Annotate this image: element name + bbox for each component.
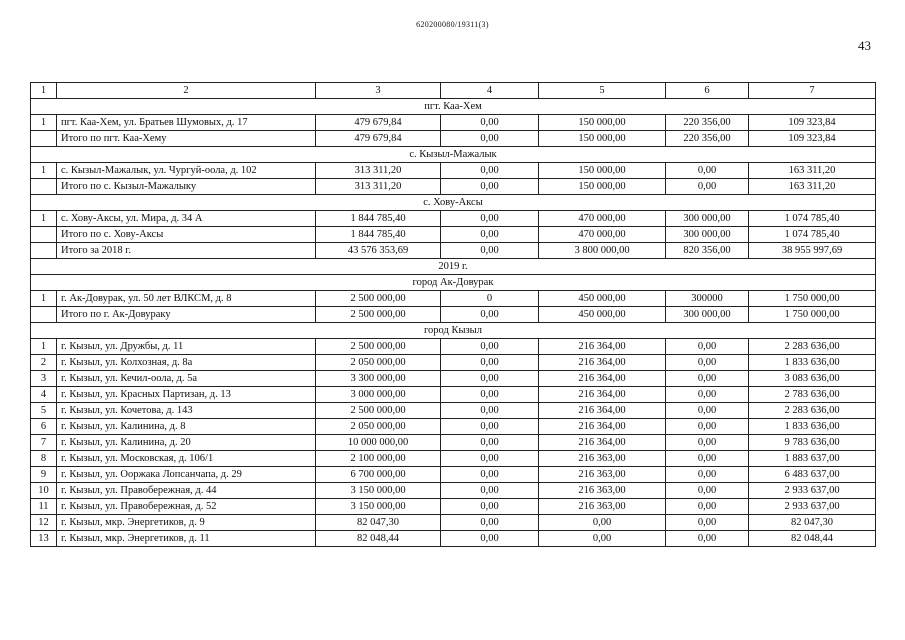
section-row [31, 323, 876, 339]
row-number-cell: 2 [31, 355, 57, 371]
amount-cell: 216 364,00 [539, 435, 666, 451]
address-cell: г. Кызыл, ул. Колхозная, д. 8а [57, 355, 316, 371]
amount-cell: 1 750 000,00 [749, 291, 876, 307]
amount-cell: 0,00 [666, 451, 749, 467]
address-cell: г. Кызыл, ул. Калинина, д. 20 [57, 435, 316, 451]
amount-cell: 216 364,00 [539, 419, 666, 435]
row-number-cell: 9 [31, 467, 57, 483]
table-row [31, 403, 876, 419]
section-title: с. Кызыл-Мажалык [31, 147, 876, 163]
amount-cell: 0,00 [441, 227, 539, 243]
row-number-cell: 10 [31, 483, 57, 499]
row-number-cell: 8 [31, 451, 57, 467]
amount-cell: 0,00 [666, 403, 749, 419]
column-header: 5 [539, 83, 666, 99]
table-row [31, 515, 876, 531]
amount-cell: 0,00 [441, 371, 539, 387]
amount-cell: 0,00 [441, 131, 539, 147]
table-row [31, 371, 876, 387]
column-header: 3 [316, 83, 441, 99]
address-cell: пгт. Каа-Хем, ул. Братьев Шумовых, д. 17 [57, 115, 316, 131]
column-header: 2 [57, 83, 316, 99]
amount-cell: 0 [441, 291, 539, 307]
amount-cell: 6 483 637,00 [749, 467, 876, 483]
table-row [31, 243, 876, 259]
amount-cell: 0,00 [441, 451, 539, 467]
amount-cell: 313 311,20 [316, 163, 441, 179]
row-number-cell [31, 243, 57, 259]
amount-cell: 216 364,00 [539, 355, 666, 371]
amount-cell: 0,00 [666, 483, 749, 499]
amount-cell: 1 883 637,00 [749, 451, 876, 467]
amount-cell: 0,00 [666, 339, 749, 355]
table-row [31, 419, 876, 435]
address-cell: Итого по с. Хову-Аксы [57, 227, 316, 243]
amount-cell: 1 844 785,40 [316, 211, 441, 227]
column-header: 4 [441, 83, 539, 99]
amount-cell: 3 150 000,00 [316, 483, 441, 499]
amount-cell: 0,00 [666, 387, 749, 403]
address-cell: Итого по с. Кызыл-Мажалыку [57, 179, 316, 195]
amount-cell: 3 150 000,00 [316, 499, 441, 515]
address-cell: г. Кызыл, ул. Правобережная, д. 44 [57, 483, 316, 499]
table-row [31, 387, 876, 403]
amount-cell: 9 783 636,00 [749, 435, 876, 451]
amount-cell: 479 679,84 [316, 115, 441, 131]
amount-cell: 450 000,00 [539, 291, 666, 307]
row-number-cell [31, 307, 57, 323]
amount-cell: 300 000,00 [666, 307, 749, 323]
address-cell: г. Кызыл, ул. Кочетова, д. 143 [57, 403, 316, 419]
amount-cell: 150 000,00 [539, 131, 666, 147]
amount-cell: 82 047,30 [316, 515, 441, 531]
amount-cell: 2 100 000,00 [316, 451, 441, 467]
amount-cell: 0,00 [666, 179, 749, 195]
address-cell: Итого по г. Ак-Довураку [57, 307, 316, 323]
table-row [31, 499, 876, 515]
amount-cell: 10 000 000,00 [316, 435, 441, 451]
data-table [30, 82, 876, 547]
amount-cell: 0,00 [441, 435, 539, 451]
amount-cell: 109 323,84 [749, 131, 876, 147]
section-title: пгт. Каа-Хем [31, 99, 876, 115]
address-cell: г. Ак-Довурак, ул. 50 лет ВЛКСМ, д. 8 [57, 291, 316, 307]
amount-cell: 1 074 785,40 [749, 227, 876, 243]
amount-cell: 0,00 [441, 115, 539, 131]
row-number-cell: 6 [31, 419, 57, 435]
amount-cell: 43 576 353,69 [316, 243, 441, 259]
amount-cell: 0,00 [441, 163, 539, 179]
amount-cell: 220 356,00 [666, 115, 749, 131]
amount-cell: 313 311,20 [316, 179, 441, 195]
amount-cell: 150 000,00 [539, 179, 666, 195]
amount-cell: 470 000,00 [539, 227, 666, 243]
table-row [31, 339, 876, 355]
table-row [31, 435, 876, 451]
address-cell: с. Кызыл-Мажалык, ул. Чургуй-оола, д. 102 [57, 163, 316, 179]
amount-cell: 1 833 636,00 [749, 355, 876, 371]
row-number-cell: 1 [31, 115, 57, 131]
table-row [31, 115, 876, 131]
column-header: 1 [31, 83, 57, 99]
address-cell: г. Кызыл, ул. Красных Партизан, д. 13 [57, 387, 316, 403]
table-row [31, 163, 876, 179]
address-cell: г. Кызыл, ул. Калинина, д. 8 [57, 419, 316, 435]
amount-cell: 0,00 [666, 419, 749, 435]
row-number-cell: 5 [31, 403, 57, 419]
amount-cell: 0,00 [539, 515, 666, 531]
address-cell: г. Кызыл, ул. Дружбы, д. 11 [57, 339, 316, 355]
amount-cell: 2 283 636,00 [749, 403, 876, 419]
address-cell: г. Кызыл, мкр. Энергетиков, д. 9 [57, 515, 316, 531]
address-cell: с. Хову-Аксы, ул. Мира, д. 34 А [57, 211, 316, 227]
amount-cell: 216 364,00 [539, 403, 666, 419]
section-row [31, 259, 876, 275]
amount-cell: 0,00 [441, 483, 539, 499]
amount-cell: 1 750 000,00 [749, 307, 876, 323]
amount-cell: 3 300 000,00 [316, 371, 441, 387]
row-number-cell: 1 [31, 291, 57, 307]
address-cell: Итого за 2018 г. [57, 243, 316, 259]
amount-cell: 0,00 [441, 499, 539, 515]
amount-cell: 1 074 785,40 [749, 211, 876, 227]
table-row [31, 211, 876, 227]
amount-cell: 216 363,00 [539, 451, 666, 467]
amount-cell: 216 364,00 [539, 339, 666, 355]
section-row [31, 275, 876, 291]
amount-cell: 2 050 000,00 [316, 419, 441, 435]
amount-cell: 1 833 636,00 [749, 419, 876, 435]
amount-cell: 450 000,00 [539, 307, 666, 323]
amount-cell: 0,00 [666, 163, 749, 179]
amount-cell: 109 323,84 [749, 115, 876, 131]
row-number-cell: 11 [31, 499, 57, 515]
amount-cell: 82 047,30 [749, 515, 876, 531]
table-row [31, 227, 876, 243]
table-body [31, 83, 876, 547]
table-header-row [31, 83, 876, 99]
row-number-cell: 1 [31, 211, 57, 227]
amount-cell: 470 000,00 [539, 211, 666, 227]
address-cell: г. Кызыл, мкр. Энергетиков, д. 11 [57, 531, 316, 547]
section-row [31, 195, 876, 211]
row-number-cell [31, 227, 57, 243]
amount-cell: 82 048,44 [316, 531, 441, 547]
amount-cell: 0,00 [441, 515, 539, 531]
section-title: город Ак-Довурак [31, 275, 876, 291]
amount-cell: 3 800 000,00 [539, 243, 666, 259]
amount-cell: 82 048,44 [749, 531, 876, 547]
row-number-cell: 7 [31, 435, 57, 451]
amount-cell: 163 311,20 [749, 163, 876, 179]
amount-cell: 163 311,20 [749, 179, 876, 195]
amount-cell: 0,00 [666, 531, 749, 547]
row-number-cell: 4 [31, 387, 57, 403]
document-id: 620200080/19311(3) [416, 20, 489, 29]
table-row [31, 483, 876, 499]
amount-cell: 0,00 [539, 531, 666, 547]
address-cell: г. Кызыл, ул. Ооржака Лопсанчапа, д. 29 [57, 467, 316, 483]
amount-cell: 38 955 997,69 [749, 243, 876, 259]
amount-cell: 300 000,00 [666, 211, 749, 227]
row-number-cell: 1 [31, 163, 57, 179]
table-row [31, 451, 876, 467]
amount-cell: 2 783 636,00 [749, 387, 876, 403]
amount-cell: 0,00 [441, 307, 539, 323]
amount-cell: 0,00 [441, 467, 539, 483]
amount-cell: 0,00 [441, 387, 539, 403]
section-title: 2019 г. [31, 259, 876, 275]
amount-cell: 216 364,00 [539, 387, 666, 403]
amount-cell: 150 000,00 [539, 115, 666, 131]
amount-cell: 0,00 [666, 355, 749, 371]
address-cell: г. Кызыл, ул. Правобережная, д. 52 [57, 499, 316, 515]
amount-cell: 3 000 000,00 [316, 387, 441, 403]
amount-cell: 150 000,00 [539, 163, 666, 179]
section-title: с. Хову-Аксы [31, 195, 876, 211]
amount-cell: 3 083 636,00 [749, 371, 876, 387]
amount-cell: 6 700 000,00 [316, 467, 441, 483]
amount-cell: 216 363,00 [539, 467, 666, 483]
amount-cell: 0,00 [666, 371, 749, 387]
amount-cell: 2 500 000,00 [316, 339, 441, 355]
address-cell: Итого по пгт. Каа-Хему [57, 131, 316, 147]
section-row [31, 147, 876, 163]
amount-cell: 0,00 [666, 467, 749, 483]
amount-cell: 216 363,00 [539, 499, 666, 515]
address-cell: г. Кызыл, ул. Московская, д. 106/1 [57, 451, 316, 467]
amount-cell: 0,00 [441, 355, 539, 371]
section-title: город Кызыл [31, 323, 876, 339]
table-row [31, 179, 876, 195]
row-number-cell [31, 179, 57, 195]
amount-cell: 216 363,00 [539, 483, 666, 499]
table-row [31, 131, 876, 147]
address-cell: г. Кызыл, ул. Кечил-оола, д. 5а [57, 371, 316, 387]
amount-cell: 2 933 637,00 [749, 499, 876, 515]
amount-cell: 300000 [666, 291, 749, 307]
amount-cell: 2 933 637,00 [749, 483, 876, 499]
amount-cell: 0,00 [666, 499, 749, 515]
amount-cell: 300 000,00 [666, 227, 749, 243]
amount-cell: 479 679,84 [316, 131, 441, 147]
row-number-cell: 12 [31, 515, 57, 531]
amount-cell: 2 283 636,00 [749, 339, 876, 355]
table-row [31, 307, 876, 323]
amount-cell: 820 356,00 [666, 243, 749, 259]
table-row [31, 531, 876, 547]
amount-cell: 0,00 [441, 403, 539, 419]
amount-cell: 0,00 [666, 435, 749, 451]
amount-cell: 0,00 [441, 419, 539, 435]
amount-cell: 2 500 000,00 [316, 403, 441, 419]
row-number-cell: 1 [31, 339, 57, 355]
page-number: 43 [858, 38, 871, 53]
table-row [31, 291, 876, 307]
amount-cell: 220 356,00 [666, 131, 749, 147]
amount-cell: 0,00 [441, 531, 539, 547]
table-row [31, 467, 876, 483]
amount-cell: 0,00 [441, 339, 539, 355]
row-number-cell [31, 131, 57, 147]
table-row [31, 355, 876, 371]
row-number-cell: 13 [31, 531, 57, 547]
amount-cell: 2 500 000,00 [316, 307, 441, 323]
amount-cell: 0,00 [441, 211, 539, 227]
section-row [31, 99, 876, 115]
row-number-cell: 3 [31, 371, 57, 387]
column-header: 7 [749, 83, 876, 99]
amount-cell: 0,00 [441, 179, 539, 195]
amount-cell: 216 364,00 [539, 371, 666, 387]
amount-cell: 0,00 [666, 515, 749, 531]
amount-cell: 2 500 000,00 [316, 291, 441, 307]
amount-cell: 0,00 [441, 243, 539, 259]
amount-cell: 1 844 785,40 [316, 227, 441, 243]
column-header: 6 [666, 83, 749, 99]
amount-cell: 2 050 000,00 [316, 355, 441, 371]
